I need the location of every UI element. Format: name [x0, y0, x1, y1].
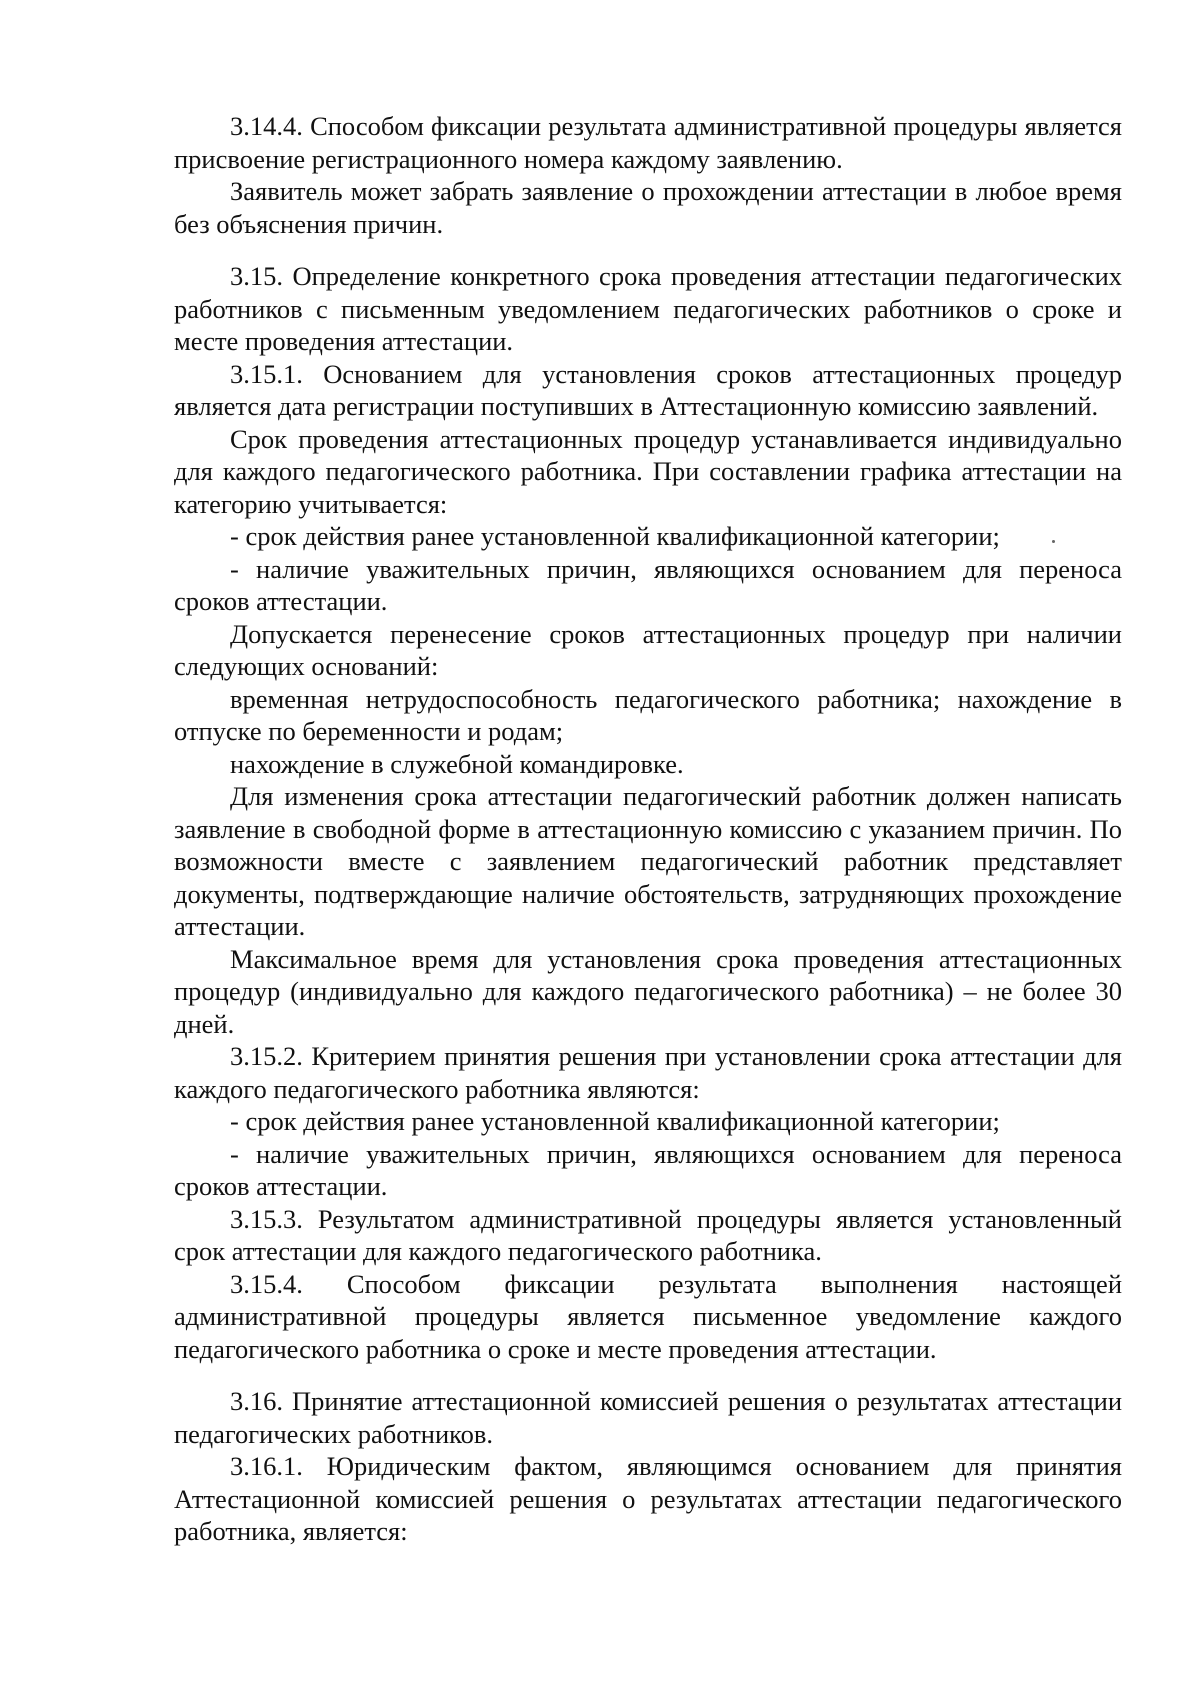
paragraph-max-time: Максимальное время для установления срока проведения аттестационных процедур (индивидуально для каждого педагогического работника) – не более 30 дней.: [174, 943, 1122, 1039]
document-page: [174, 110, 1122, 1548]
paragraph-procedure-term: Срок проведения аттестационных процедур устанавливается индивидуально для каждого педагогического работника. При составлении графика аттестации на категорию учитывается:: [174, 423, 1122, 519]
list-item-valid-reasons: - наличие уважительных причин, являющихся основанием для переноса сроков аттестации.: [174, 553, 1122, 616]
paragraph-3-15: 3.15. Определение конкретного срока проведения аттестации педагогических работников с письменным уведомлением педагогических работников о сроке и месте проведения аттестации.: [174, 261, 1122, 356]
paragraph-business-trip: нахождение в служебной командировке.: [230, 748, 684, 779]
list-item-category-validity-2: - срок действия ранее установленной квалификационной категории;: [230, 1106, 1000, 1136]
paragraph-3-15-4: 3.15.4. Способом фиксации результата выполнения настоящей административной процедуры является письменное уведомление каждого педагогического работника о сроке и месте проведения аттестации.: [174, 1268, 1122, 1364]
paragraph-3-14-4: 3.14.4. Способом фиксации результата административной процедуры является присвоение регистрационного номера каждому заявлению.: [174, 111, 1122, 174]
paragraph-3-16: 3.16. Принятие аттестационной комиссией решения о результатах аттестации педагогических работников.: [174, 1386, 1122, 1449]
paragraph-3-15-2: 3.15.2. Критерием принятия решения при установлении срока аттестации для каждого педагогического работника являются:: [174, 1041, 1122, 1104]
paragraph-temporary-disability: временная нетрудоспособность педагогического работника; нахождение в отпуске по беременности и родам;: [174, 683, 1122, 746]
scan-speck: [1052, 540, 1055, 543]
list-item-category-validity: - срок действия ранее установленной квалификационной категории;: [230, 521, 1000, 551]
paragraph-applicant-withdraw: Заявитель может забрать заявление о прохождении аттестации в любое время без объяснения причин.: [174, 176, 1122, 239]
paragraph-postponement: Допускается перенесение сроков аттестационных процедур при наличии следующих оснований:: [174, 618, 1122, 681]
list-item-valid-reasons-2: - наличие уважительных причин, являющихся основанием для переноса сроков аттестации.: [174, 1138, 1122, 1201]
paragraph-3-15-3: 3.15.3. Результатом административной процедуры является установленный срок аттестации для каждого педагогического работника.: [174, 1203, 1122, 1266]
paragraph-3-15-1: 3.15.1. Основанием для установления сроков аттестационных процедур является дата регистрации поступивших в Аттестационную комиссию заявлений.: [174, 358, 1122, 421]
paragraph-term-change: Для изменения срока аттестации педагогический работник должен написать заявление в свободной форме в аттестационную комиссию с указанием причин. По возможности вместе с заявлением педагогический работник представляет документы, подтверждающие наличие обстоятельств, затрудняющих прохождение аттестации.: [174, 781, 1122, 941]
paragraph-3-16-1: 3.16.1. Юридическим фактом, являющимся основанием для принятия Аттестационной комиссией решения о результатах аттестации педагогического работника, является:: [174, 1451, 1122, 1546]
